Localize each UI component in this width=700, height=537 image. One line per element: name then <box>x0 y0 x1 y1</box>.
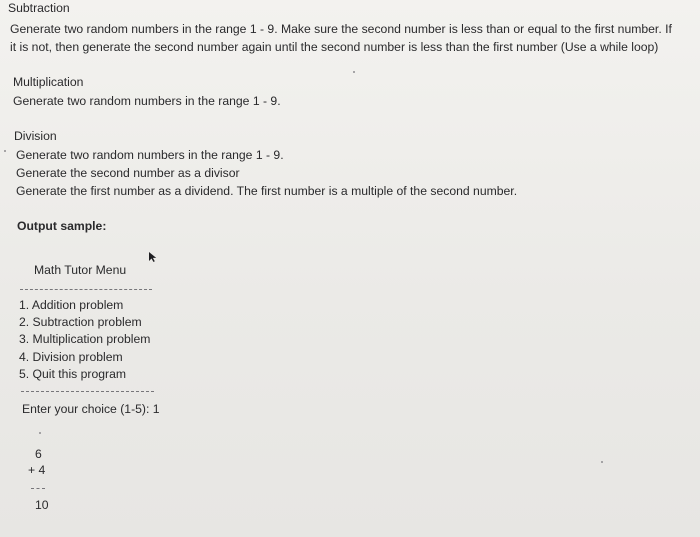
menu-divider-top <box>20 289 152 290</box>
dust-speck <box>4 150 6 152</box>
mouse-pointer-icon <box>148 251 158 263</box>
choice-prompt: Enter your choice (1-5): 1 <box>22 402 160 416</box>
division-line-3: Generate the first number as a dividend. The first number is a multiple of the second number. <box>16 184 518 198</box>
menu-item: 4. Division problem <box>19 350 123 364</box>
problem-divider <box>31 488 45 489</box>
problem-top-operand: 6 <box>35 447 42 461</box>
menu-item: 3. Multiplication problem <box>19 332 151 346</box>
division-heading: Division <box>14 129 57 143</box>
subtraction-line-2: it is not, then generate the second number again until the second number is less than the first number (Use a while loop) <box>10 40 659 54</box>
dust-speck <box>601 461 603 463</box>
problem-answer: 10 <box>35 498 49 512</box>
menu-item: 5. Quit this program <box>19 367 127 381</box>
division-line-2: Generate the second number as a divisor <box>16 166 240 180</box>
multiplication-line-1: Generate two random numbers in the range 1 - 9. <box>13 94 281 108</box>
dust-speck <box>39 432 41 434</box>
dust-speck <box>353 71 355 73</box>
menu-item: 2. Subtraction problem <box>19 315 142 329</box>
problem-bottom-operand: + 4 <box>28 463 46 477</box>
menu-divider-bottom <box>21 391 154 392</box>
multiplication-heading: Multiplication <box>13 75 84 89</box>
output-sample-label: Output sample: <box>17 219 107 233</box>
division-line-1: Generate two random numbers in the range 1 - 9. <box>16 148 284 162</box>
subtraction-heading: Subtraction <box>8 1 70 15</box>
menu-title: Math Tutor Menu <box>34 263 127 277</box>
menu-item: 1. Addition problem <box>19 298 124 312</box>
subtraction-line-1: Generate two random numbers in the range 1 - 9. Make sure the second number is less than or equal to the first number. If <box>10 22 672 36</box>
